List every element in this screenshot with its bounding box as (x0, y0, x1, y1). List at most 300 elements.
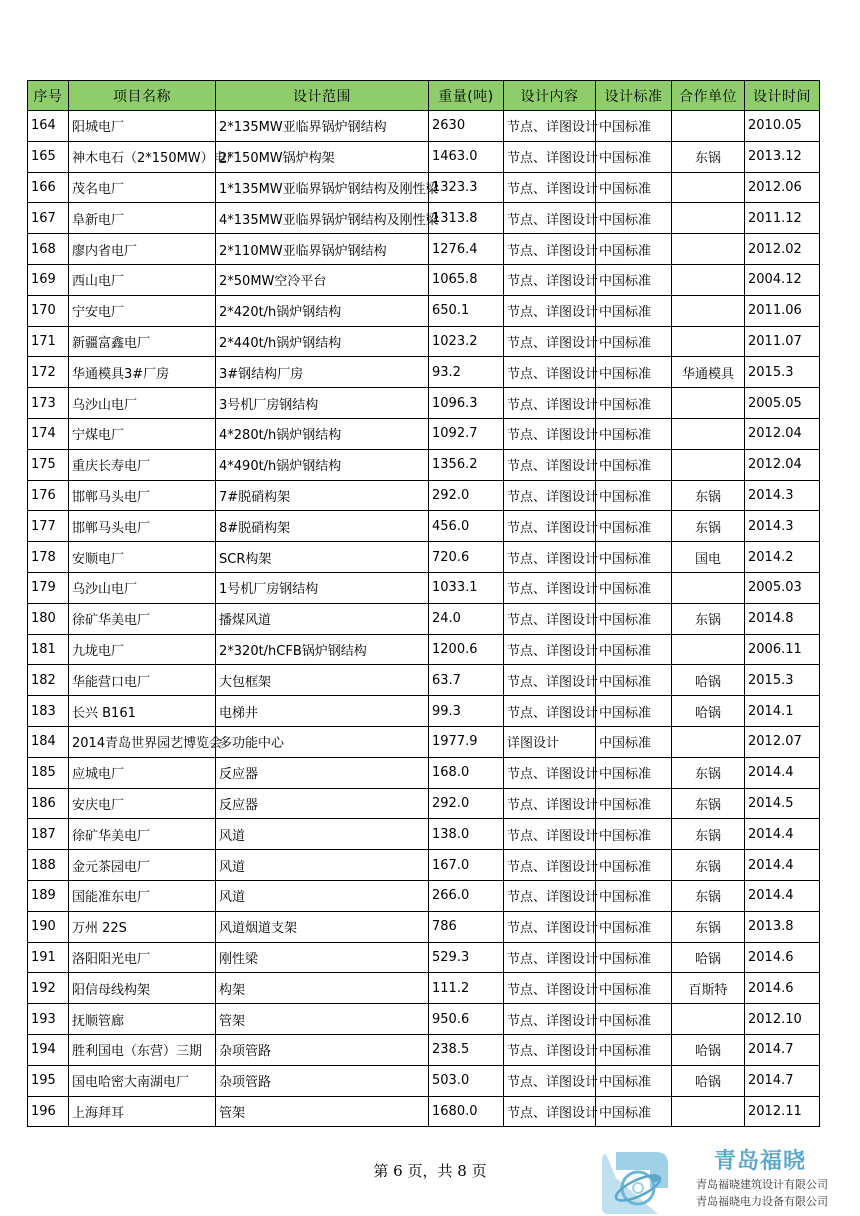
cell-weight: 1313.8 (429, 203, 504, 234)
cell-design-scope: 2*420t/h锅炉钢结构 (216, 295, 429, 326)
table-row (28, 264, 820, 295)
cell-design-date: 2011.12 (745, 203, 820, 234)
cell-project-name: 抚顺管廊 (69, 1004, 216, 1035)
table-row (28, 757, 820, 788)
cell-partner: 东锅 (672, 788, 745, 819)
cell-project-name: 邯郸马头电厂 (69, 480, 216, 511)
cell-project-name: 阳信母线构架 (69, 973, 216, 1004)
cell-partner: 百斯特 (672, 973, 745, 1004)
page-number: 第 6 页，共 8 页 (373, 1162, 487, 1180)
cell-weight: 63.7 (429, 665, 504, 696)
table-row (28, 665, 820, 696)
cell-project-name: 宁煤电厂 (69, 418, 216, 449)
cell-design-scope: 构架 (216, 973, 429, 1004)
cell-design-content: 节点、详图设计 (504, 696, 596, 727)
cell-design-standard: 中国标准 (596, 1034, 672, 1065)
cell-design-standard: 中国标准 (596, 880, 672, 911)
cell-project-name: 徐矿华美电厂 (69, 819, 216, 850)
cell-partner: 东锅 (672, 850, 745, 881)
cell-design-standard: 中国标准 (596, 234, 672, 265)
cell-no: 195 (28, 1065, 69, 1096)
cell-design-date: 2006.11 (745, 634, 820, 665)
cell-design-content: 节点、详图设计 (504, 788, 596, 819)
cell-partner: 哈锅 (672, 942, 745, 973)
table-row (28, 880, 820, 911)
cell-project-name: 金元茶园电厂 (69, 850, 216, 881)
cell-weight: 24.0 (429, 603, 504, 634)
cell-design-content: 节点、详图设计 (504, 819, 596, 850)
cell-project-name: 乌沙山电厂 (69, 572, 216, 603)
cell-no: 166 (28, 172, 69, 203)
header-design-date: 设计时间 (745, 81, 820, 111)
cell-partner (672, 726, 745, 757)
logo-company-architecture: 青岛福晓建筑设计有限公司 (696, 1178, 828, 1191)
cell-design-standard: 中国标准 (596, 141, 672, 172)
cell-no: 178 (28, 542, 69, 573)
cell-no: 165 (28, 141, 69, 172)
cell-design-content: 节点、详图设计 (504, 757, 596, 788)
table-row (28, 511, 820, 542)
cell-design-content: 节点、详图设计 (504, 880, 596, 911)
cell-design-scope: 3#钢结构厂房 (216, 357, 429, 388)
cell-design-scope: 杂项管路 (216, 1034, 429, 1065)
cell-no: 171 (28, 326, 69, 357)
cell-project-name: 万州 22S (69, 911, 216, 942)
cell-design-date: 2005.05 (745, 388, 820, 419)
cell-partner (672, 264, 745, 295)
header-design-scope: 设计范围 (216, 81, 429, 111)
cell-design-scope: 风道烟道支架 (216, 911, 429, 942)
cell-project-name: 邯郸马头电厂 (69, 511, 216, 542)
cell-design-scope: 2*440t/h锅炉钢结构 (216, 326, 429, 357)
cell-design-content: 节点、详图设计 (504, 603, 596, 634)
cell-weight: 1323.3 (429, 172, 504, 203)
cell-no: 174 (28, 418, 69, 449)
table-row (28, 357, 820, 388)
table-row (28, 572, 820, 603)
cell-no: 172 (28, 357, 69, 388)
cell-design-scope: 2*150MW锅炉构架 (216, 141, 429, 172)
cell-design-standard: 中国标准 (596, 726, 672, 757)
cell-design-standard: 中国标准 (596, 295, 672, 326)
cell-no: 189 (28, 880, 69, 911)
cell-design-scope: 风道 (216, 850, 429, 881)
cell-weight: 1092.7 (429, 418, 504, 449)
table-row (28, 480, 820, 511)
table-row (28, 295, 820, 326)
cell-design-content: 节点、详图设计 (504, 942, 596, 973)
cell-project-name: 华能营口电厂 (69, 665, 216, 696)
cell-no: 177 (28, 511, 69, 542)
table-row (28, 911, 820, 942)
header-row (28, 81, 820, 111)
cell-project-name: 胜利国电（东营）三期 (69, 1034, 216, 1065)
cell-no: 183 (28, 696, 69, 727)
cell-no: 182 (28, 665, 69, 696)
cell-design-scope: 管架 (216, 1096, 429, 1127)
cell-partner: 哈锅 (672, 665, 745, 696)
cell-design-scope: 2*110MW亚临界锅炉钢结构 (216, 234, 429, 265)
cell-design-date: 2012.06 (745, 172, 820, 203)
cell-design-standard: 中国标准 (596, 480, 672, 511)
project-table (27, 80, 820, 1127)
cell-design-content: 节点、详图设计 (504, 172, 596, 203)
cell-weight: 1276.4 (429, 234, 504, 265)
cell-project-name: 廖内省电厂 (69, 234, 216, 265)
cell-weight: 786 (429, 911, 504, 942)
cell-design-standard: 中国标准 (596, 696, 672, 727)
cell-weight: 292.0 (429, 480, 504, 511)
cell-weight: 950.6 (429, 1004, 504, 1035)
cell-weight: 720.6 (429, 542, 504, 573)
cell-project-name: 洛阳阳光电厂 (69, 942, 216, 973)
cell-weight: 456.0 (429, 511, 504, 542)
cell-weight: 1096.3 (429, 388, 504, 419)
cell-partner: 东锅 (672, 880, 745, 911)
table-row (28, 1004, 820, 1035)
cell-design-scope: 2*135MW亚临界锅炉钢结构 (216, 111, 429, 142)
cell-design-standard: 中国标准 (596, 1065, 672, 1096)
cell-weight: 238.5 (429, 1034, 504, 1065)
cell-no: 193 (28, 1004, 69, 1035)
table-row (28, 542, 820, 573)
table-row (28, 819, 820, 850)
cell-design-scope: 4*490t/h锅炉钢结构 (216, 449, 429, 480)
cell-design-scope: 2*320t/hCFB锅炉钢结构 (216, 634, 429, 665)
cell-design-scope: 刚性梁 (216, 942, 429, 973)
cell-partner (672, 572, 745, 603)
cell-design-standard: 中国标准 (596, 973, 672, 1004)
cell-design-date: 2012.07 (745, 726, 820, 757)
cell-no: 167 (28, 203, 69, 234)
cell-partner: 华通模具 (672, 357, 745, 388)
cell-design-date: 2014.4 (745, 819, 820, 850)
cell-design-standard: 中国标准 (596, 449, 672, 480)
cell-partner (672, 388, 745, 419)
cell-design-content: 节点、详图设计 (504, 850, 596, 881)
logo-company-power-equipment: 青岛福晓电力设备有限公司 (696, 1195, 828, 1208)
cell-project-name: 宁安电厂 (69, 295, 216, 326)
cell-partner: 东锅 (672, 603, 745, 634)
cell-project-name: 华通模具3#厂房 (69, 357, 216, 388)
cell-weight: 1463.0 (429, 141, 504, 172)
cell-design-date: 2014.7 (745, 1034, 820, 1065)
cell-weight: 93.2 (429, 357, 504, 388)
table-row (28, 234, 820, 265)
cell-project-name: 西山电厂 (69, 264, 216, 295)
cell-weight: 2630 (429, 111, 504, 142)
table-row (28, 603, 820, 634)
table-body (28, 111, 820, 1127)
cell-design-date: 2014.6 (745, 973, 820, 1004)
table-row (28, 696, 820, 727)
cell-design-standard: 中国标准 (596, 911, 672, 942)
cell-no: 184 (28, 726, 69, 757)
cell-design-standard: 中国标准 (596, 1096, 672, 1127)
cell-partner: 东锅 (672, 511, 745, 542)
cell-design-standard: 中国标准 (596, 511, 672, 542)
cell-design-content: 详图设计 (504, 726, 596, 757)
cell-weight: 1680.0 (429, 1096, 504, 1127)
header-weight: 重量(吨) (429, 81, 504, 111)
cell-no: 179 (28, 572, 69, 603)
cell-partner: 东锅 (672, 911, 745, 942)
cell-project-name: 上海拜耳 (69, 1096, 216, 1127)
cell-design-scope: 1号机厂房钢结构 (216, 572, 429, 603)
cell-design-standard: 中国标准 (596, 572, 672, 603)
table-row (28, 449, 820, 480)
cell-design-standard: 中国标准 (596, 326, 672, 357)
table-row (28, 111, 820, 142)
cell-design-standard: 中国标准 (596, 542, 672, 573)
cell-design-content: 节点、详图设计 (504, 357, 596, 388)
cell-no: 186 (28, 788, 69, 819)
cell-partner (672, 634, 745, 665)
cell-partner (672, 1096, 745, 1127)
cell-no: 192 (28, 973, 69, 1004)
cell-no: 168 (28, 234, 69, 265)
cell-design-date: 2014.4 (745, 757, 820, 788)
cell-design-content: 节点、详图设计 (504, 111, 596, 142)
cell-design-date: 2005.03 (745, 572, 820, 603)
cell-design-standard: 中国标准 (596, 634, 672, 665)
cell-design-content: 节点、详图设计 (504, 388, 596, 419)
cell-design-standard: 中国标准 (596, 819, 672, 850)
cell-design-date: 2012.11 (745, 1096, 820, 1127)
cell-partner (672, 111, 745, 142)
cell-no: 188 (28, 850, 69, 881)
cell-design-standard: 中国标准 (596, 665, 672, 696)
cell-weight: 111.2 (429, 973, 504, 1004)
cell-no: 169 (28, 264, 69, 295)
cell-design-standard: 中国标准 (596, 357, 672, 388)
cell-design-standard: 中国标准 (596, 788, 672, 819)
cell-design-standard: 中国标准 (596, 203, 672, 234)
cell-no: 164 (28, 111, 69, 142)
cell-weight: 138.0 (429, 819, 504, 850)
cell-design-date: 2015.3 (745, 665, 820, 696)
cell-project-name: 重庆长寿电厂 (69, 449, 216, 480)
cell-weight: 1356.2 (429, 449, 504, 480)
cell-partner: 哈锅 (672, 1065, 745, 1096)
cell-design-date: 2014.1 (745, 696, 820, 727)
cell-design-date: 2014.6 (745, 942, 820, 973)
cell-design-date: 2015.3 (745, 357, 820, 388)
cell-design-standard: 中国标准 (596, 172, 672, 203)
cell-weight: 650.1 (429, 295, 504, 326)
cell-design-content: 节点、详图设计 (504, 973, 596, 1004)
cell-project-name: 九垅电厂 (69, 634, 216, 665)
table-row (28, 726, 820, 757)
cell-partner (672, 203, 745, 234)
cell-design-date: 2010.05 (745, 111, 820, 142)
cell-weight: 99.3 (429, 696, 504, 727)
cell-design-date: 2013.8 (745, 911, 820, 942)
cell-weight: 1200.6 (429, 634, 504, 665)
header-project-name: 项目名称 (69, 81, 216, 111)
cell-partner (672, 234, 745, 265)
cell-partner: 东锅 (672, 757, 745, 788)
cell-project-name: 阜新电厂 (69, 203, 216, 234)
cell-partner (672, 449, 745, 480)
cell-design-scope: 7#脱硝构架 (216, 480, 429, 511)
cell-design-date: 2012.04 (745, 449, 820, 480)
cell-design-date: 2012.04 (745, 418, 820, 449)
cell-design-content: 节点、详图设计 (504, 1004, 596, 1035)
cell-design-standard: 中国标准 (596, 1004, 672, 1035)
cell-design-content: 节点、详图设计 (504, 572, 596, 603)
cell-design-scope: 管架 (216, 1004, 429, 1035)
cell-design-content: 节点、详图设计 (504, 295, 596, 326)
cell-design-date: 2004.12 (745, 264, 820, 295)
cell-weight: 529.3 (429, 942, 504, 973)
cell-weight: 167.0 (429, 850, 504, 881)
cell-project-name: 国能准东电厂 (69, 880, 216, 911)
table-row (28, 141, 820, 172)
cell-no: 180 (28, 603, 69, 634)
cell-design-content: 节点、详图设计 (504, 203, 596, 234)
cell-design-standard: 中国标准 (596, 942, 672, 973)
cell-design-content: 节点、详图设计 (504, 264, 596, 295)
cell-no: 185 (28, 757, 69, 788)
header-no: 序号 (28, 81, 69, 111)
table-row (28, 326, 820, 357)
table-row (28, 850, 820, 881)
cell-no: 175 (28, 449, 69, 480)
logo-emblem-icon (598, 1144, 690, 1216)
cell-partner: 东锅 (672, 819, 745, 850)
cell-design-scope: 反应器 (216, 757, 429, 788)
cell-partner: 东锅 (672, 141, 745, 172)
cell-partner (672, 1004, 745, 1035)
cell-no: 170 (28, 295, 69, 326)
table-row (28, 942, 820, 973)
table-header (28, 81, 820, 111)
cell-design-standard: 中国标准 (596, 111, 672, 142)
cell-project-name: 徐矿华美电厂 (69, 603, 216, 634)
cell-no: 181 (28, 634, 69, 665)
cell-design-date: 2014.2 (745, 542, 820, 573)
cell-design-date: 2014.5 (745, 788, 820, 819)
cell-design-content: 节点、详图设计 (504, 234, 596, 265)
cell-design-content: 节点、详图设计 (504, 418, 596, 449)
cell-design-scope: 风道 (216, 880, 429, 911)
company-logo (592, 1140, 860, 1216)
cell-project-name: 新疆富鑫电厂 (69, 326, 216, 357)
cell-project-name: 阳城电厂 (69, 111, 216, 142)
cell-design-scope: 4*135MW亚临界锅炉钢结构及刚性梁 (216, 203, 429, 234)
cell-weight: 503.0 (429, 1065, 504, 1096)
cell-design-content: 节点、详图设计 (504, 480, 596, 511)
cell-project-name: 乌沙山电厂 (69, 388, 216, 419)
cell-project-name: 2014青岛世界园艺博览会 (69, 726, 216, 757)
cell-design-scope: 风道 (216, 819, 429, 850)
cell-design-date: 2014.4 (745, 880, 820, 911)
cell-design-scope: 4*280t/h锅炉钢结构 (216, 418, 429, 449)
header-design-content: 设计内容 (504, 81, 596, 111)
header-partner: 合作单位 (672, 81, 745, 111)
cell-design-scope: 反应器 (216, 788, 429, 819)
cell-design-content: 节点、详图设计 (504, 511, 596, 542)
cell-design-content: 节点、详图设计 (504, 665, 596, 696)
cell-no: 187 (28, 819, 69, 850)
cell-design-scope: 1*135MW亚临界锅炉钢结构及刚性梁 (216, 172, 429, 203)
cell-design-scope: 多功能中心 (216, 726, 429, 757)
cell-design-scope: 8#脱硝构架 (216, 511, 429, 542)
table-row (28, 388, 820, 419)
header-design-standard: 设计标准 (596, 81, 672, 111)
cell-design-date: 2014.3 (745, 480, 820, 511)
cell-design-content: 节点、详图设计 (504, 326, 596, 357)
cell-design-date: 2014.3 (745, 511, 820, 542)
cell-design-scope: 3号机厂房钢结构 (216, 388, 429, 419)
cell-design-content: 节点、详图设计 (504, 911, 596, 942)
cell-design-standard: 中国标准 (596, 757, 672, 788)
cell-partner (672, 418, 745, 449)
cell-weight: 1065.8 (429, 264, 504, 295)
table-row (28, 788, 820, 819)
cell-design-standard: 中国标准 (596, 418, 672, 449)
cell-design-standard: 中国标准 (596, 388, 672, 419)
cell-design-date: 2014.7 (745, 1065, 820, 1096)
cell-design-content: 节点、详图设计 (504, 1034, 596, 1065)
logo-brand-name: 青岛福晓 (714, 1149, 807, 1174)
cell-partner (672, 295, 745, 326)
cell-design-content: 节点、详图设计 (504, 449, 596, 480)
cell-design-standard: 中国标准 (596, 603, 672, 634)
cell-partner (672, 172, 745, 203)
cell-weight: 1033.1 (429, 572, 504, 603)
cell-design-date: 2014.4 (745, 850, 820, 881)
cell-design-scope: 杂项管路 (216, 1065, 429, 1096)
cell-weight: 1977.9 (429, 726, 504, 757)
cell-design-standard: 中国标准 (596, 264, 672, 295)
cell-no: 191 (28, 942, 69, 973)
table-row (28, 1096, 820, 1127)
cell-project-name: 应城电厂 (69, 757, 216, 788)
cell-no: 176 (28, 480, 69, 511)
cell-design-standard: 中国标准 (596, 850, 672, 881)
cell-design-date: 2011.06 (745, 295, 820, 326)
table-row (28, 1034, 820, 1065)
cell-project-name: 茂名电厂 (69, 172, 216, 203)
cell-design-date: 2014.8 (745, 603, 820, 634)
cell-partner (672, 326, 745, 357)
cell-partner: 国电 (672, 542, 745, 573)
cell-design-content: 节点、详图设计 (504, 542, 596, 573)
table-row (28, 172, 820, 203)
cell-weight: 266.0 (429, 880, 504, 911)
table-row (28, 418, 820, 449)
cell-design-date: 2011.07 (745, 326, 820, 357)
cell-design-scope: 电梯井 (216, 696, 429, 727)
cell-weight: 1023.2 (429, 326, 504, 357)
cell-partner: 哈锅 (672, 696, 745, 727)
table-row (28, 1065, 820, 1096)
cell-no: 190 (28, 911, 69, 942)
table-row (28, 973, 820, 1004)
cell-design-content: 节点、详图设计 (504, 634, 596, 665)
cell-design-content: 节点、详图设计 (504, 141, 596, 172)
cell-no: 194 (28, 1034, 69, 1065)
cell-design-scope: 播煤风道 (216, 603, 429, 634)
cell-design-content: 节点、详图设计 (504, 1065, 596, 1096)
cell-no: 173 (28, 388, 69, 419)
cell-project-name: 国电哈密大南湖电厂 (69, 1065, 216, 1096)
cell-project-name: 安庆电厂 (69, 788, 216, 819)
cell-no: 196 (28, 1096, 69, 1127)
cell-design-scope: 2*50MW空冷平台 (216, 264, 429, 295)
